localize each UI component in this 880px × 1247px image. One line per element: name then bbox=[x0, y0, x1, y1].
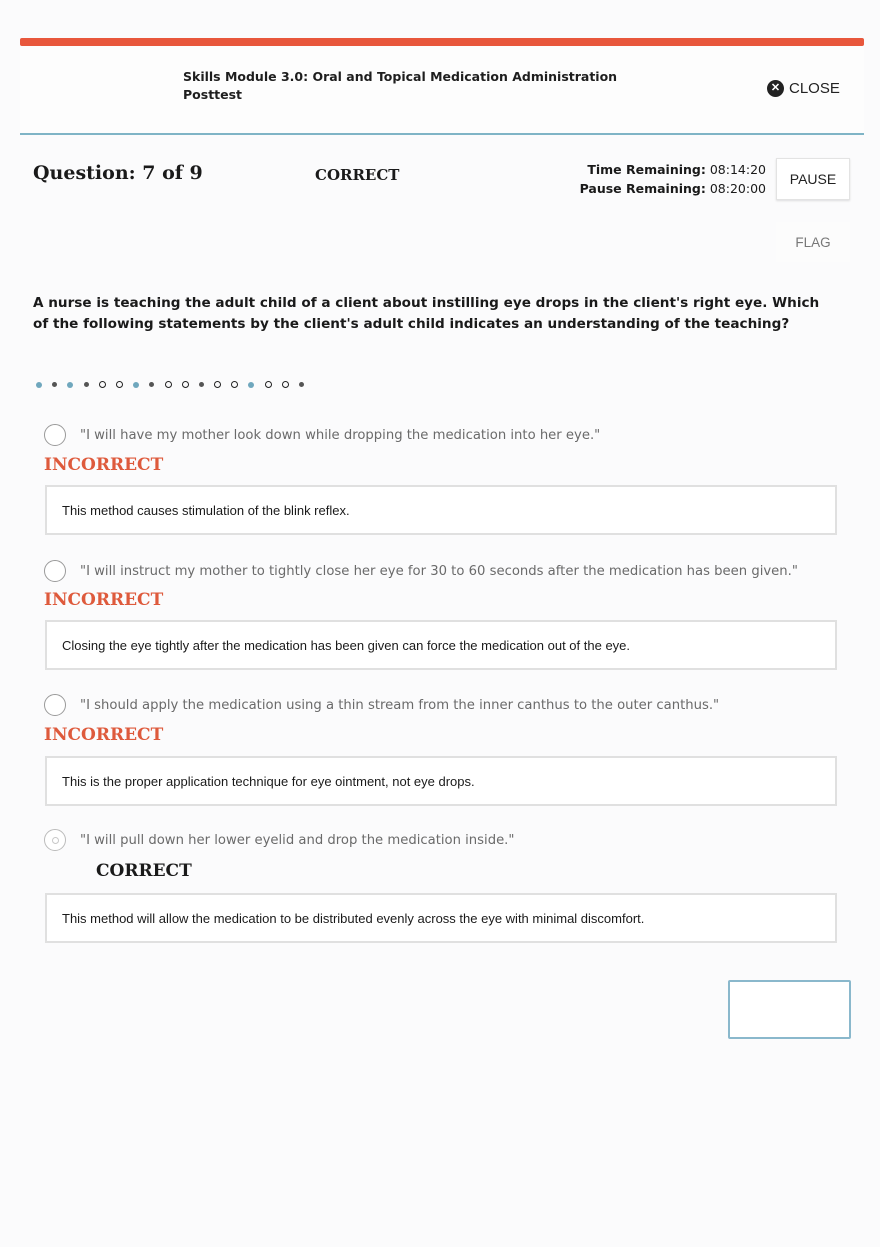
answer-option-text: "I will pull down her lower eyelid and drop the medication inside." bbox=[80, 832, 515, 848]
progress-dot[interactable] bbox=[149, 382, 154, 387]
progress-dot[interactable] bbox=[36, 382, 42, 388]
radio-button[interactable] bbox=[44, 424, 66, 446]
verdict-label: INCORRECT bbox=[44, 725, 164, 745]
result-label: CORRECT bbox=[315, 166, 400, 184]
test-type: Posttest bbox=[183, 87, 243, 102]
progress-dot[interactable] bbox=[231, 381, 238, 388]
rationale-box bbox=[45, 485, 837, 535]
module-title-text: Skills Module 3.0: Oral and Topical Medication Administration bbox=[183, 69, 618, 84]
rationale-box bbox=[45, 756, 837, 806]
flag-button[interactable]: FLAG bbox=[776, 222, 850, 262]
answer-option-2[interactable] bbox=[44, 560, 798, 582]
time-remaining bbox=[560, 160, 766, 179]
rationale-text: Closing the eye tightly after the medication has been given can force the medication out of the eye. bbox=[62, 637, 631, 653]
close-circle-icon: ✕ bbox=[767, 80, 784, 97]
progress-dot[interactable] bbox=[199, 382, 204, 387]
time-remaining-value: 08:14:20 bbox=[709, 162, 766, 177]
answer-option-1[interactable] bbox=[44, 424, 600, 446]
close-button[interactable] bbox=[767, 80, 840, 97]
radio-button-selected[interactable] bbox=[44, 829, 66, 851]
pause-remaining bbox=[560, 179, 766, 198]
rationale-box bbox=[45, 893, 837, 943]
progress-dot[interactable] bbox=[52, 382, 57, 387]
progress-dot[interactable] bbox=[165, 381, 172, 388]
timers bbox=[560, 160, 766, 198]
question-progress-dots bbox=[36, 381, 304, 388]
progress-dot[interactable] bbox=[265, 381, 272, 388]
answer-option-text: "I should apply the medication using a thin stream from the inner canthus to the outer canthus." bbox=[80, 697, 720, 713]
answer-option-3[interactable] bbox=[44, 694, 719, 716]
time-remaining-label: Time Remaining: bbox=[587, 162, 706, 177]
question-text: A nurse is teaching the adult child of a client about instilling eye drops in the client's right eye. Which of the following statements by the client's adult child indicates an understanding of the teaching? bbox=[33, 295, 820, 332]
verdict-label: INCORRECT bbox=[44, 455, 164, 475]
progress-dot[interactable] bbox=[84, 382, 89, 387]
progress-dot[interactable] bbox=[133, 382, 139, 388]
next-button[interactable] bbox=[728, 980, 851, 1039]
radio-button[interactable] bbox=[44, 694, 66, 716]
answer-option-text: "I will instruct my mother to tightly close her eye for 30 to 60 seconds after the medication has been given." bbox=[80, 563, 798, 579]
pause-button[interactable]: PAUSE bbox=[776, 158, 850, 200]
progress-dot[interactable] bbox=[282, 381, 289, 388]
close-label: CLOSE bbox=[789, 80, 840, 97]
accent-bar bbox=[20, 38, 864, 46]
progress-dot[interactable] bbox=[248, 382, 254, 388]
progress-dot[interactable] bbox=[99, 381, 106, 388]
progress-dot[interactable] bbox=[67, 382, 73, 388]
pause-remaining-label: Pause Remaining: bbox=[579, 181, 706, 196]
verdict-label: CORRECT bbox=[96, 861, 192, 881]
rationale-text: This method causes stimulation of the blink reflex. bbox=[62, 502, 350, 518]
progress-dot[interactable] bbox=[116, 381, 123, 388]
header-divider bbox=[20, 133, 864, 135]
question-counter: Question: 7 of 9 bbox=[33, 162, 203, 184]
rationale-box bbox=[45, 620, 837, 670]
progress-dot[interactable] bbox=[214, 381, 221, 388]
radio-selected-indicator bbox=[52, 837, 59, 844]
progress-dot[interactable] bbox=[182, 381, 189, 388]
radio-button[interactable] bbox=[44, 560, 66, 582]
pause-remaining-value: 08:20:00 bbox=[709, 181, 766, 196]
rationale-text: This is the proper application technique for eye ointment, not eye drops. bbox=[62, 773, 475, 789]
module-title bbox=[183, 68, 617, 104]
answer-option-text: "I will have my mother look down while dropping the medication into her eye." bbox=[80, 427, 601, 443]
verdict-label: INCORRECT bbox=[44, 590, 164, 610]
progress-dot[interactable] bbox=[299, 382, 304, 387]
answer-option-4[interactable] bbox=[44, 829, 514, 851]
rationale-text: This method will allow the medication to be distributed evenly across the eye with minimal discomfort. bbox=[62, 910, 645, 926]
